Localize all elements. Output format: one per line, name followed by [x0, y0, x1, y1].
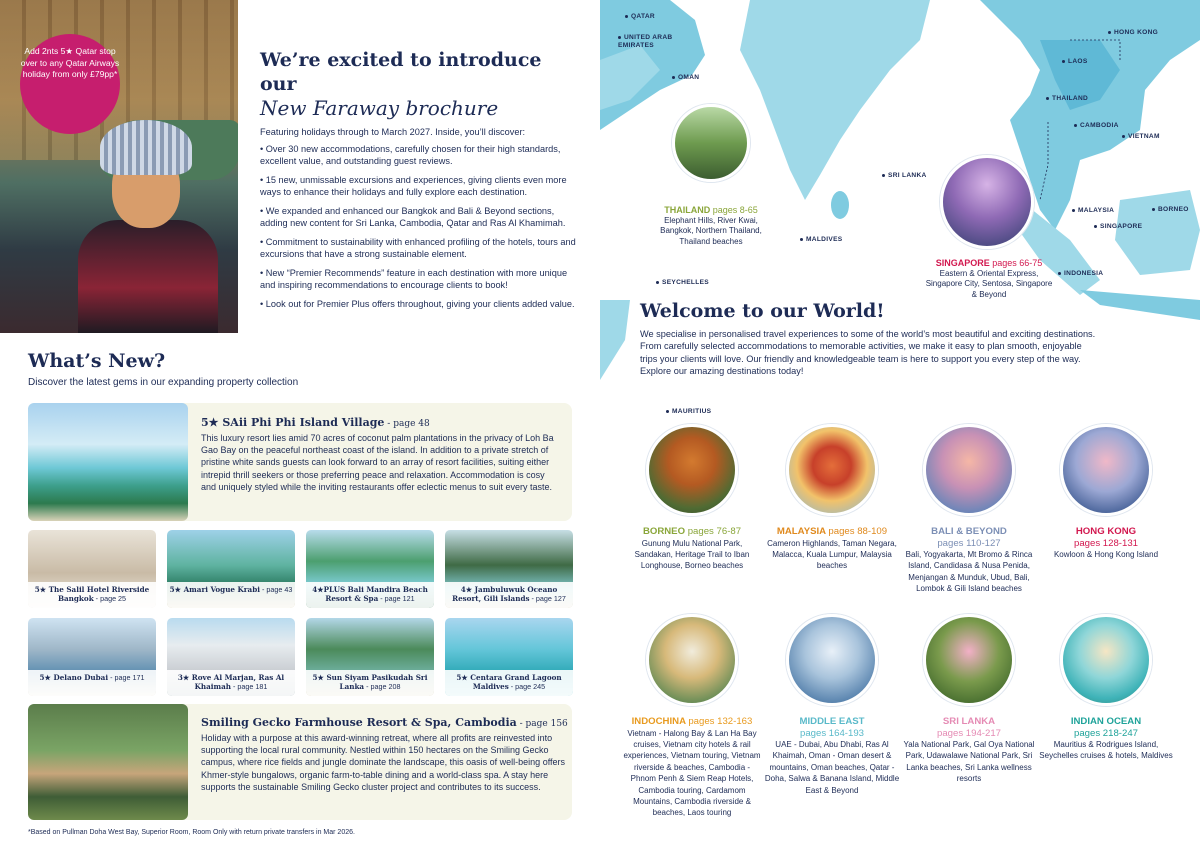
- destination-desc: Yala National Park, Gal Oya National Park, Udawalawe National Park, Sri Lanka beaches, Sri Lanka wellness resorts: [903, 740, 1035, 784]
- property-page: - page 121: [378, 594, 415, 603]
- feature-title-text: Smiling Gecko Farmhouse Resort & Spa, Cambodia: [201, 716, 517, 729]
- property-card[interactable]: [306, 530, 434, 608]
- hong-kong-photo-harbour[interactable]: [1060, 424, 1152, 516]
- destination-desc: Vietnam - Halong Bay & Lan Ha Bay cruises, Vietnam city hotels & rail experiences, Vietnam touring, Vietnam riverside & beaches, Cambodia - Phnom Penh & Siem Reap Hotels, Cambodia touring, Cardamom Mountains, Cambodia riverside & beaches, Laos touring: [623, 728, 761, 818]
- intro-bullet: • Look out for Premier Plus offers throughout, giving your clients added value.: [260, 299, 575, 309]
- indochina-photo-cyclists[interactable]: [646, 614, 738, 706]
- property-name: 3★ Rove Al Marjan, Ras Al Khaimah: [177, 673, 285, 691]
- destination-middle-east: [762, 716, 902, 796]
- intro-bullet: • Over 30 new accommodations, carefully chosen for their high standards, excellent value, and outstanding guest reviews.: [260, 144, 561, 166]
- property-card[interactable]: [28, 618, 156, 696]
- property-page: - page 208: [364, 682, 401, 691]
- destination-desc: UAE - Dubai, Abu Dhabi, Ras Al Khaimah, Oman - Oman desert & mountains, Oman beaches, Qatar - Doha, Salwa & Banana Island, Middle East & Beyond: [764, 740, 900, 795]
- map-africa-edge: [600, 300, 630, 380]
- destination-heading: [762, 526, 902, 538]
- destination-indian-ocean: [1036, 716, 1176, 762]
- destination-name: BORNEO: [642, 526, 686, 537]
- whats-new-heading: What’s New?: [28, 350, 166, 372]
- destination-pages: pages 128-131: [1073, 537, 1138, 549]
- intro-bullet-list: [260, 143, 580, 310]
- promo-badge[interactable]: [20, 34, 120, 134]
- destination-pages: pages 194-217: [936, 727, 1001, 739]
- destination-pages: pages 218-247: [1073, 727, 1138, 739]
- map-label: MAURITIUS: [666, 408, 711, 415]
- property-card[interactable]: [306, 618, 434, 696]
- map-sri-lanka: [831, 191, 849, 219]
- property-page: - page 127: [529, 594, 566, 603]
- intro-bullet: • Commitment to sustainability with enhanced profiling of the hotels, tours and excursions that have a strong sustainable element.: [260, 237, 576, 259]
- destination-name: SRI LANKA: [942, 716, 996, 727]
- thailand-desc: Elephant Hills, River Kwai, Bangkok, Northern Thailand, Thailand beaches: [660, 215, 762, 246]
- map-label: SEYCHELLES: [656, 279, 709, 286]
- destination-desc: Mauritius & Rodrigues Island, Seychelles cruises & hotels, Maldives: [1039, 740, 1173, 761]
- destination-desc: Cameron Highlands, Taman Negara, Malacca, Kuala Lumpur, Malaysia beaches: [767, 538, 897, 571]
- property-label: [167, 582, 295, 608]
- destination-desc: Bali, Yogyakarta, Mt Bromo & Rinca Island, Candidasa & Nusa Penida, Menjangan & Munduk, Ubud, Bali, Lombok & Gili Island beaches: [905, 550, 1033, 594]
- map-label: MALAYSIA: [1072, 207, 1114, 214]
- map-label: BORNEO: [1152, 206, 1189, 213]
- property-name: 5★ Amari Vogue Krabi: [169, 585, 260, 594]
- whats-new-subtitle: Discover the latest gems in our expanding property collection: [28, 377, 299, 388]
- map-label: THAILAND: [1046, 95, 1088, 102]
- property-card[interactable]: [167, 618, 295, 696]
- destination-name: MIDDLE EAST: [799, 716, 865, 727]
- map-label: VIETNAM: [1122, 133, 1160, 140]
- bali-photo-water-temple[interactable]: [923, 424, 1015, 516]
- thailand-destination: [656, 205, 766, 247]
- footnote: *Based on Pullman Doha West Bay, Superior Room, Room Only with return private transfers in Mar 2026.: [28, 829, 355, 836]
- property-name: 4★PLUS Bali Mandira Beach Resort & Spa: [312, 585, 428, 603]
- property-page: - page 245: [508, 682, 546, 691]
- singapore-destination: [924, 258, 1054, 300]
- intro-title-line1: We’re excited to introduce our: [260, 49, 542, 95]
- indian-ocean-photo-beach[interactable]: [1060, 614, 1152, 706]
- destination-name: INDIAN OCEAN: [1070, 716, 1142, 727]
- destination-name: BALI & BEYOND: [931, 526, 1007, 537]
- singapore-photo-supertrees[interactable]: [940, 155, 1034, 249]
- intro-title-line2: New Faraway brochure: [260, 96, 499, 120]
- map-label: QATAR: [625, 13, 655, 20]
- map-label: MALDIVES: [800, 236, 842, 243]
- map-label: OMAN: [672, 74, 699, 81]
- destination-bali: [899, 526, 1039, 595]
- destination-name: INDOCHINA: [631, 716, 686, 727]
- property-name: 4★ Jambuluwuk Oceano Resort, Gili Islands: [452, 585, 558, 603]
- destination-pages: pages 132-163: [688, 716, 753, 727]
- map-label: LAOS: [1062, 58, 1088, 65]
- property-label: [306, 582, 434, 608]
- intro-panel: [240, 28, 590, 333]
- promo-badge-text: Add 2nts 5★ Qatar stop over to any Qatar Airways holiday from only £79pp*: [20, 46, 120, 79]
- middle-east-photo-burj-al-arab[interactable]: [786, 614, 878, 706]
- map-label: SRI LANKA: [882, 172, 927, 179]
- singapore-name: SINGAPORE: [935, 258, 990, 268]
- property-page: - page 171: [108, 673, 145, 682]
- feature-page-ref: - page 156: [516, 719, 568, 729]
- destination-heading: [622, 716, 762, 728]
- hero-person-body: [78, 220, 218, 333]
- map-label: UNITED ARAB EMIRATES: [618, 34, 678, 50]
- sri-lanka-photo-tea-picker[interactable]: [923, 614, 1015, 706]
- property-card[interactable]: [445, 618, 573, 696]
- malaysia-photo-temple[interactable]: [786, 424, 878, 516]
- property-name: 5★ Centara Grand Lagoon Maldives: [456, 673, 562, 691]
- intro-bullet: • We expanded and enhanced our Bangkok and Bali & Beyond sections, adding new content for Sri Lanka, Cambodia, Qatar and Ras Al Khamimah.: [260, 206, 566, 228]
- destination-borneo: [622, 526, 762, 572]
- destination-hong-kong: [1036, 526, 1176, 560]
- destination-sri-lanka: [899, 716, 1039, 785]
- map-label: HONG KONG: [1108, 29, 1158, 36]
- property-label: [306, 670, 434, 696]
- feature-body: This luxury resort lies amid 70 acres of coconut palm plantations in the privacy of Loh Ba Gao Bay on the peaceful northeast coast of the island. In addition to a private stretch of pristine white sands guests can look forward to an array of resort facilities, suiting either intrepid thrill seekers or those preferring peace and relaxation. Accommodation is cosy and uniquely styled while the inviting restaurants offer eclectic menus to suit every taste.: [201, 433, 554, 492]
- property-label: [445, 582, 573, 608]
- property-page: - page 25: [93, 594, 127, 603]
- property-page: - page 181: [230, 682, 268, 691]
- feature-page-ref: - page 48: [384, 419, 430, 429]
- destination-pages: pages 164-193: [799, 727, 864, 739]
- property-name: 5★ Sun Siyam Pasikudah Sri Lanka: [312, 673, 428, 691]
- map-label: CAMBODIA: [1074, 122, 1119, 129]
- destination-name: MALAYSIA: [776, 526, 826, 537]
- destination-name: HONG KONG: [1075, 526, 1137, 537]
- borneo-photo-orangutans[interactable]: [646, 424, 738, 516]
- intro-lede: Featuring holidays through to March 2027. Inside, you’ll discover:: [260, 127, 526, 137]
- welcome-body: We specialise in personalised travel experiences to some of the world’s most beautiful and exciting destinations. From carefully selected accommodations to memorable activities, we make it easy to plan smooth, enjoyable trips your clients will love. Our friendly and knowledgeable team is here to support you every step of the way. Explore our amazing destinations today!: [640, 329, 1096, 377]
- feature-card-smiling-gecko[interactable]: [28, 704, 572, 820]
- feature-title: [201, 416, 430, 429]
- map-label: SINGAPORE: [1094, 223, 1142, 230]
- destination-indochina: [622, 716, 762, 819]
- feature-title: [201, 716, 568, 729]
- singapore-desc: Eastern & Oriental Express, Singapore City, Sentosa, Singapore & Beyond: [925, 268, 1053, 299]
- property-name: 5★ The Salil Hotel Riverside Bangkok: [34, 585, 150, 603]
- right-page: [600, 0, 1200, 849]
- destination-pages: pages 110-127: [937, 537, 1001, 549]
- hero-person-headdress: [100, 120, 192, 175]
- property-label: [28, 670, 156, 696]
- destination-heading: [622, 526, 762, 538]
- singapore-pages: pages 66-75: [992, 258, 1043, 268]
- thailand-pages: pages 8-65: [712, 205, 758, 215]
- property-label: [445, 670, 573, 696]
- destination-pages: pages 88-109: [828, 526, 888, 537]
- property-name: 5★ Delano Dubai: [39, 673, 109, 682]
- destination-desc: Gunung Mulu National Park, Sandakan, Heritage Trail to Iban Longhouse, Borneo beaches: [634, 538, 750, 571]
- property-card[interactable]: [28, 530, 156, 608]
- map-india: [740, 0, 930, 200]
- property-page: - page 43: [259, 585, 293, 594]
- thailand-photo-elephants[interactable]: [672, 104, 750, 182]
- map-borneo: [1115, 190, 1200, 275]
- feature-title-text: 5★ SAii Phi Phi Island Village: [201, 416, 385, 429]
- destination-desc: Kowloon & Hong Kong Island: [1053, 550, 1159, 559]
- intro-bullet: • 15 new, unmissable excursions and experiences, giving clients even more ways to enhance their holidays and fully explore each destination.: [260, 175, 567, 197]
- property-card[interactable]: [445, 530, 573, 608]
- welcome-heading: Welcome to our World!: [640, 300, 885, 322]
- thailand-name: THAILAND: [664, 205, 711, 215]
- feature-body: Holiday with a purpose at this award-winning retreat, where all profits are reinvested into supporting the local rural community. Nestled within 150 hectares on the Smiling Gecko campus, where rice fields and jungle dominate the landscape, this oasis of well-being offers Khmer-style bungalows, organic farm-to-table dining and a world-class spa. A stay here supports the sustainable Smiling Gecko cluster project and contributes to its success.: [201, 733, 566, 792]
- thailand-heading: [656, 205, 766, 216]
- feature-photo-farmhouse: [28, 704, 188, 820]
- singapore-heading: [924, 258, 1054, 269]
- feature-card-saii-phi-phi[interactable]: [28, 403, 572, 521]
- property-card[interactable]: [167, 530, 295, 608]
- feature-photo-resort-pool: [28, 403, 188, 521]
- intro-title: [260, 48, 580, 120]
- intro-bullet: • New “Premier Recommends” feature in each destination with more unique and inspiring recommendations to encourage clients to book!: [260, 268, 568, 290]
- destination-pages: pages 76-87: [687, 526, 742, 537]
- hero-photo-hill-tribe-girl: [0, 0, 238, 333]
- map-java: [1080, 290, 1200, 320]
- property-label: [167, 670, 295, 696]
- destination-malaysia: [762, 526, 902, 572]
- map-label: INDONESIA: [1058, 270, 1103, 277]
- property-label: [28, 582, 156, 608]
